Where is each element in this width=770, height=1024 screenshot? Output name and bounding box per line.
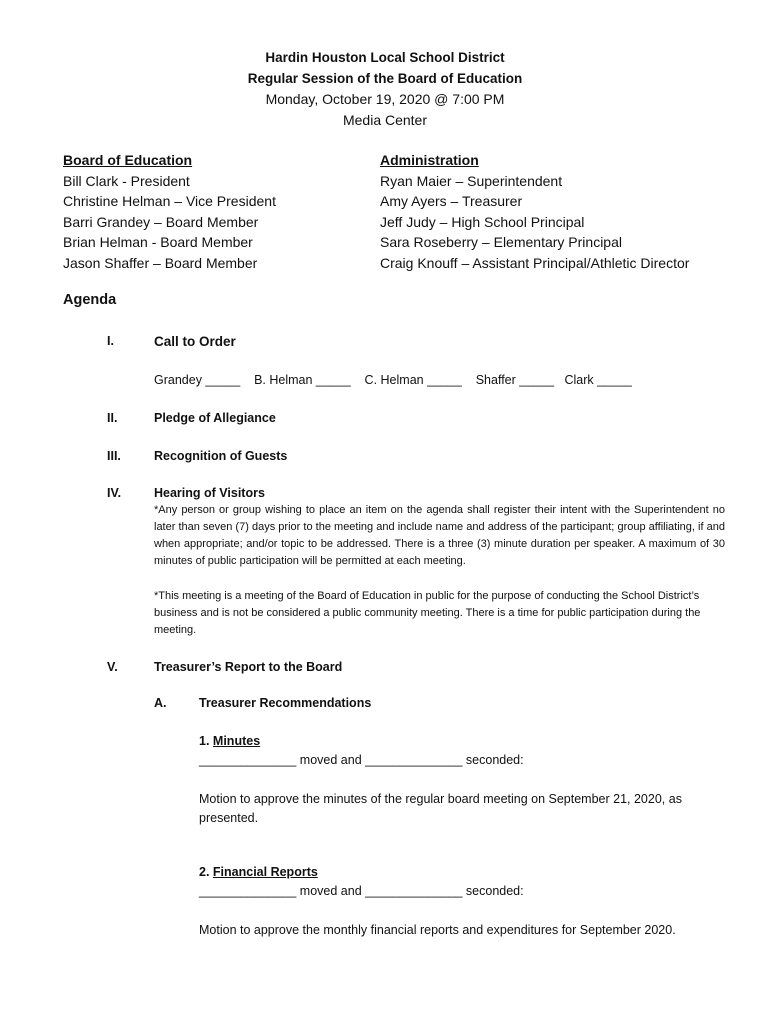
agenda-item-title: Pledge of Allegiance: [154, 411, 276, 425]
board-member: Barri Grandey – Board Member: [63, 213, 259, 230]
session-title: Regular Session of the Board of Education: [247, 70, 523, 86]
administrator: Craig Knouff – Assistant Principal/Athletic Director: [380, 254, 690, 271]
visitors-policy-paragraph: *Any person or group wishing to place an item on the agenda shall register their intent with the Superintendent no later than seven (7) days prior to the meeting and include name and address of the participant; group affiliating, if and when appropriate; and/or topic to be addressed. There is a three (3) minute duration per speaker. A maximum of 30 minutes of public participation will be permitted at each meeting.: [154, 504, 725, 567]
board-member: Jason Shaffer – Board Member: [63, 254, 258, 271]
recommendation-number: 1.: [199, 734, 210, 748]
document-header: [0, 48, 770, 130]
agenda-item-title: Call to Order: [154, 334, 236, 349]
meeting-location: Media Center: [342, 111, 428, 128]
roll-call: Grandey _____ B. Helman _____ C. Helman _____ Shaffer _____ Clark _____: [154, 373, 632, 387]
moved-seconded-line: ______________ moved and ______________ seconded:: [199, 753, 524, 767]
administrator: Jeff Judy – High School Principal: [380, 213, 585, 230]
administrator: Ryan Maier – Superintendent: [380, 172, 563, 189]
agenda-numeral: II.: [107, 411, 118, 425]
administrator: Amy Ayers – Treasurer: [380, 193, 523, 209]
motion-text: Motion to approve the monthly financial reports and expenditures for September 2020.: [199, 923, 676, 937]
district-name: Hardin Houston Local School District: [265, 50, 505, 65]
board-member: Christine Helman – Vice President: [63, 193, 276, 209]
recommendation-heading: [199, 865, 318, 879]
agenda-item-title: Recognition of Guests: [154, 449, 288, 463]
agenda-numeral: V.: [107, 660, 118, 674]
meeting-date: Monday, October 19, 2020 @ 7:00 PM: [265, 91, 505, 107]
recommendation-title: Financial Reports: [212, 865, 318, 879]
sub-section-title: Treasurer Recommendations: [199, 696, 372, 710]
board-heading: Board of Education: [63, 152, 193, 168]
moved-seconded-line: ______________ moved and ______________ seconded:: [199, 884, 524, 898]
recommendation-heading: [199, 734, 260, 748]
board-of-education-list: [63, 150, 276, 273]
recommendation-title: Minutes: [212, 734, 261, 748]
agenda-title: Agenda: [63, 292, 117, 308]
agenda-numeral: IV.: [107, 486, 122, 500]
agenda-numeral: III.: [107, 449, 121, 463]
agenda-item-title: Hearing of Visitors: [154, 486, 265, 500]
sub-section-letter: A.: [154, 696, 167, 710]
board-member: Brian Helman - Board Member: [63, 234, 253, 250]
administrator: Sara Roseberry – Elementary Principal: [380, 234, 622, 250]
board-member: Bill Clark - President: [63, 172, 190, 189]
administration-list: [380, 150, 689, 273]
motion-text: Motion to approve the minutes of the regular board meeting on September 21, 2020, as presented.: [199, 792, 682, 825]
agenda-numeral: I.: [107, 334, 114, 348]
agenda-item-title: Treasurer’s Report to the Board: [154, 660, 343, 674]
recommendation-number: 2.: [199, 865, 210, 879]
administration-heading: Administration: [380, 152, 479, 168]
public-meeting-paragraph: *This meeting is a meeting of the Board of Education in public for the purpose of conducting the School District’s business and is not be considered a public community meeting. There is a time for public participation during the meeting.: [154, 590, 701, 636]
